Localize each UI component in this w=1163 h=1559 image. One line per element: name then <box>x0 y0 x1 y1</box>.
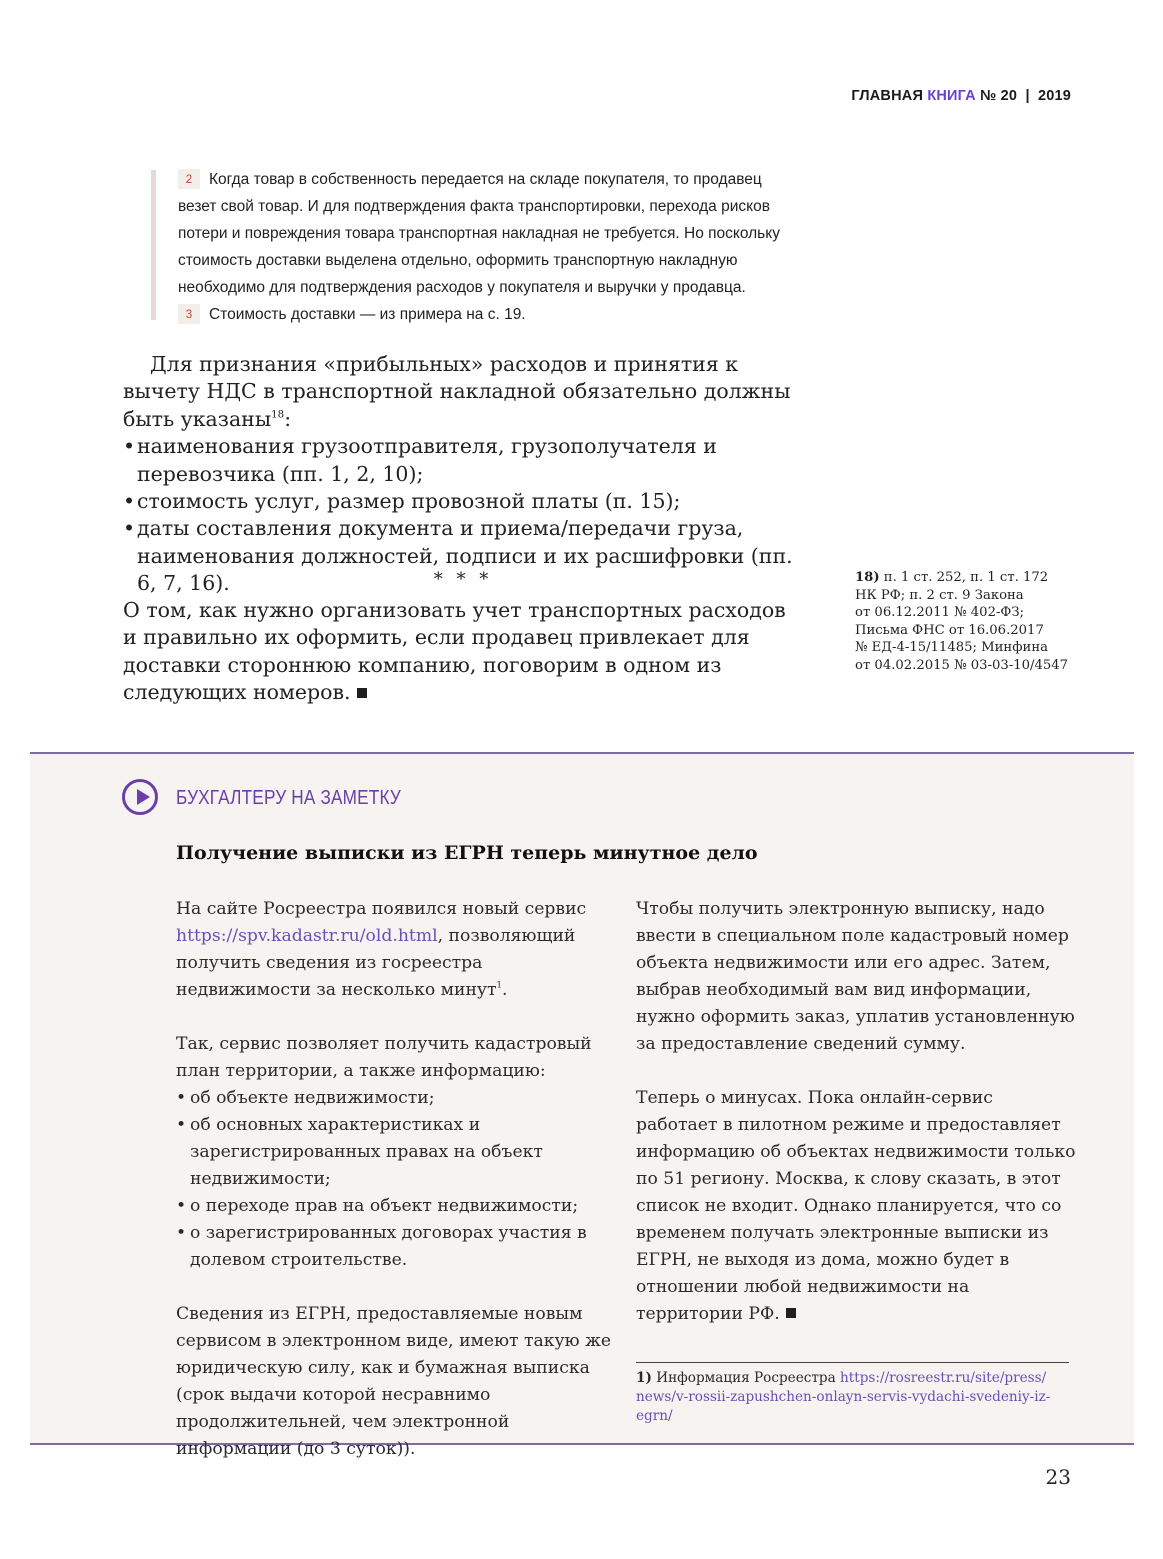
sidenote-line: № ЕД-4-15/11485; Минфина <box>855 640 1048 655</box>
header-title-part2: КНИГА <box>927 88 976 104</box>
page-number: 23 <box>1045 1465 1071 1489</box>
spacer <box>176 1274 616 1301</box>
sidenote-line: НК РФ; п. 2 ст. 9 Закона <box>855 587 1024 603</box>
footnote-text: Информация Росреестра <box>656 1370 836 1386</box>
left-p1-text: На сайте Росреестра появился новый сервис <box>176 899 587 919</box>
rosreestr-link-part1[interactable]: https://rosreestr.ru/site/press/ <box>840 1370 1047 1386</box>
spacer <box>176 1004 616 1031</box>
left-p1-end: . <box>502 980 508 1000</box>
closing-text: О том, как нужно организовать учет транспортных расходов и правильно их оформить, если продавец привлекает для доставки стороннюю компанию, поговорим в одном из следующих номеров. <box>123 598 786 705</box>
box-footnote <box>636 1369 1076 1426</box>
play-triangle-icon <box>137 789 150 805</box>
right-paragraph-2 <box>636 1085 1076 1328</box>
sidenote-number: 18) <box>855 570 880 585</box>
sidenote-18 <box>855 569 1085 674</box>
note-line <box>178 301 818 328</box>
notes-block <box>178 166 818 328</box>
box-left-column <box>176 896 616 1463</box>
quote-bar <box>151 170 156 320</box>
note-line: потери и повреждения товара транспортная накладная не требуется. Но поскольку <box>178 225 780 242</box>
note-line: стоимость доставки выделена отдельно, оформить транспортную накладную <box>178 252 738 269</box>
left-p1-text-after: , позволяющий получить сведения из госреестра недвижимости за несколько минут <box>176 926 576 1000</box>
header-separator: | <box>1025 88 1030 104</box>
footnote-ref: 1 <box>496 980 503 991</box>
sidenote-line: Письма ФНС от 16.06.2017 <box>855 622 1044 638</box>
right-paragraph-1: Чтобы получить электронную выписку, надо ввести в специальном поле кадастровый номер объекта недвижимости или его адрес. Затем, выбрав необходимый вам вид информации, нужно оформить заказ, уплатив установленную за предоставление сведений сумму. <box>636 899 1075 1054</box>
note-text: Стоимость доставки — из примера на с. 19. <box>209 306 526 323</box>
footnote-line <box>636 1369 1076 1388</box>
section-divider-stars: * * * <box>433 569 493 590</box>
note-number-badge: 2 <box>178 169 200 189</box>
list-item: • даты составления документа и приема/передачи груза, наименования должностей, подписи и их расшифровки (пп. 6, 7, 16). <box>123 515 803 597</box>
intro-end: : <box>284 406 292 431</box>
end-mark-icon <box>786 1308 796 1318</box>
list-item: • стоимость услуг, размер провозной платы (п. 15); <box>123 488 803 515</box>
left-paragraph-1 <box>176 896 616 1004</box>
footnote-ref: 18 <box>271 408 285 421</box>
list-item: • об объекте недвижимости; <box>176 1085 616 1112</box>
list-item: • об основных характеристиках и зарегистрированных правах на объект недвижимости; <box>176 1112 616 1193</box>
left-paragraph-3: Сведения из ЕГРН, предоставляемые новым сервисом в электронном виде, имеют такую же юридическую силу, как и бумажная выписка (срок выдачи которой несравнимо продолжительней, чем электронной информации (до 3 суток)). <box>176 1304 612 1459</box>
left-paragraph-2: Так, сервис позволяет получить кадастровый план территории, а также информацию: <box>176 1034 592 1081</box>
closing-paragraph <box>123 597 803 707</box>
note-text: Когда товар в собственность передается на складе покупателя, то продавец <box>209 171 762 188</box>
sidenote-line: от 04.02.2015 № 03-03-10/4547 <box>855 657 1069 673</box>
list-item: • о зарегистрированных договорах участия в долевом строительстве. <box>176 1220 616 1274</box>
spacer <box>636 1058 1076 1085</box>
header-issue: № 20 <box>980 88 1018 104</box>
header-title-part1: ГЛАВНАЯ <box>851 88 924 104</box>
magazine-header <box>851 88 1071 104</box>
note-number-badge: 3 <box>178 304 200 324</box>
list-item: • наименования грузоотправителя, грузополучателя и перевозчика (пп. 1, 2, 10); <box>123 433 803 488</box>
list-item: • о переходе прав на объект недвижимости; <box>176 1193 616 1220</box>
intro-text: Для признания «прибыльных» расходов и принятия к вычету НДС в транспортной накладной обязательно должны быть указаны <box>123 352 791 431</box>
right-p2-text: Теперь о минусах. Пока онлайн-сервис работает в пилотном режиме и предоставляет информацию об объектах недвижимости только по 51 региону. Москва, к слову сказать, в этот список не входит. Однако планируется, что со временем получать электронные выписки из ЕГРН, не выходя из дома, можно будет в отношении любой недвижимости на территории РФ. <box>636 1088 1076 1324</box>
note-line: везет свой товар. И для подтверждения факта транспортировки, перехода рисков <box>178 198 770 215</box>
main-text <box>123 351 803 598</box>
rubric-title: БУХГАЛТЕРУ НА ЗАМЕТКУ <box>176 787 401 809</box>
info-list <box>176 1085 616 1274</box>
box-right-column <box>636 896 1076 1328</box>
sidenote-text: п. 1 ст. 252, п. 1 ст. 172 <box>883 570 1049 585</box>
note-line <box>178 166 818 193</box>
kadastr-link[interactable]: https://spv.kadastr.ru/old.html <box>176 926 438 946</box>
end-mark-icon <box>357 688 367 698</box>
sidenote-line <box>855 569 1085 587</box>
footnote-number: 1) <box>636 1370 652 1386</box>
sidenote-line: от 06.12.2011 № 402-ФЗ; <box>855 605 1025 620</box>
note-line: необходимо для подтверждения расходов у покупателя и выручки у продавца. <box>178 279 746 296</box>
box-heading: Получение выписки из ЕГРН теперь минутное дело <box>176 842 758 864</box>
header-year: 2019 <box>1037 88 1071 104</box>
rosreestr-link-part2[interactable]: news/v-rossii-zapushchen-onlayn-servis-vydachi-svedeniy-iz-egrn/ <box>636 1389 1051 1424</box>
intro-paragraph <box>123 351 803 433</box>
footnote-rule <box>636 1362 1069 1363</box>
